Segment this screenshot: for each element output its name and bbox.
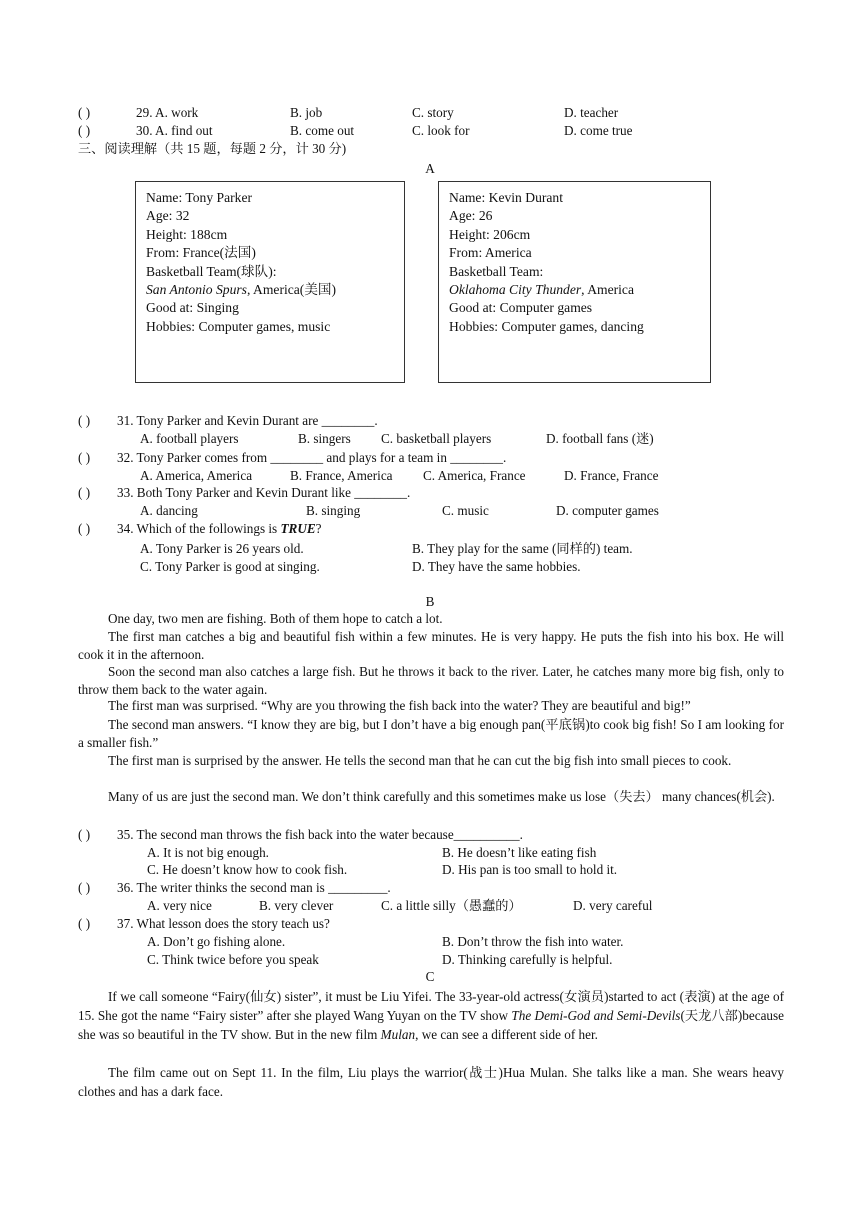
card-name: Name: Tony Parker <box>146 190 253 205</box>
card-from: From: America <box>449 245 532 261</box>
option-b: B. singing <box>306 503 361 518</box>
card-team <box>146 281 394 299</box>
answer-bracket[interactable]: ( ) <box>78 105 91 120</box>
answer-bracket[interactable]: ( ) <box>78 827 91 842</box>
option-c: C. Think twice before you speak <box>147 952 319 967</box>
answer-bracket[interactable]: ( ) <box>78 916 91 931</box>
option-a: A. It is not big enough. <box>147 845 269 860</box>
option-d: D. They have the same hobbies. <box>412 559 581 574</box>
passage-b-paragraph: Many of us are just the second man. We don’t think carefully and this sometimes make us lose（失去） many chances(机会). <box>108 789 775 804</box>
answer-bracket[interactable]: ( ) <box>78 123 91 138</box>
team-name: San Antonio Spurs <box>146 282 247 298</box>
question-stem: 36. The writer thinks the second man is _________. <box>117 880 391 895</box>
passage-b-paragraph: Soon the second man also catches a large fish. But he throws it back to the river. Later, he catches many more big fish, only to throw them back to the water again. <box>78 664 784 697</box>
question-stem: 31. Tony Parker and Kevin Durant are ________. <box>117 413 378 428</box>
option-c: C. He doesn’t know how to cook fish. <box>147 862 348 877</box>
team-country: , America <box>581 282 634 298</box>
card-height: Height: 206cm <box>449 226 531 242</box>
option-c: C. story <box>412 105 454 120</box>
passage-c-paragraph: The film came out on Sept 11. In the film, Liu plays the warrior(战士)Hua Mulan. She talks like a man. She wears heavy clothes and has a dark face. <box>78 1065 784 1099</box>
passage-b-paragraph: The first man was surprised. “Why are you throwing the fish back into the water? They are beautiful and big!” <box>108 698 691 713</box>
passage-b-paragraph: The first man catches a big and beautiful fish within a few minutes. He is very happy. He puts the fish into his box. He will cook it in the afternoon. <box>78 629 784 662</box>
option-c: C. basketball players <box>381 431 492 446</box>
card-height: Height: 188cm <box>146 226 228 242</box>
option-a: A. dancing <box>140 503 198 518</box>
card-hobbies: Hobbies: Computer games, dancing <box>449 318 644 334</box>
option-b: B. He doesn’t like eating fish <box>442 845 597 860</box>
option-d: D. France, France <box>564 468 659 483</box>
option-b: B. They play for the same (同样的) team. <box>412 541 633 556</box>
option-b: B. job <box>290 105 323 120</box>
option-a: 29. A. work <box>136 105 199 120</box>
question-stem: 33. Both Tony Parker and Kevin Durant like ________. <box>117 485 411 500</box>
passage-b-paragraph: The second man answers. “I know they are big, but I don’t have a big enough pan(平底锅)to cook big fish! So I am looking for a smaller fish.” <box>78 717 784 750</box>
question-stem: 32. Tony Parker comes from ________ and plays for a team in ________. <box>117 450 507 465</box>
passage-b-paragraph: One day, two men are fishing. Both of them hope to catch a lot. <box>108 611 443 626</box>
question-stem: 35. The second man throws the fish back into the water because__________. <box>117 827 523 842</box>
team-name: Oklahoma City Thunder <box>449 282 582 298</box>
option-d: D. computer games <box>556 503 659 518</box>
card-age: Age: 32 <box>146 208 190 224</box>
passage-b-label: B <box>425 594 435 609</box>
section-title: 三、阅读理解（共 15 题，每题 2 分，计 30 分) <box>78 141 347 156</box>
option-a: A. Don’t go fishing alone. <box>147 934 286 949</box>
option-c: C. Tony Parker is good at singing. <box>140 559 320 574</box>
answer-bracket[interactable]: ( ) <box>78 521 91 536</box>
option-c: C. a little silly（愚蠢的） <box>381 898 522 913</box>
player-card-tony-parker <box>135 181 405 383</box>
option-d: D. Thinking carefully is helpful. <box>442 952 613 967</box>
card-team <box>449 281 700 299</box>
option-b: B. Don’t throw the fish into water. <box>442 934 624 949</box>
option-b: B. come out <box>290 123 355 138</box>
option-a: A. football players <box>140 431 239 446</box>
option-b: B. singers <box>298 431 351 446</box>
answer-bracket[interactable]: ( ) <box>78 485 91 500</box>
player-card-kevin-durant <box>438 181 711 383</box>
card-name: Name: Kevin Durant <box>449 190 564 205</box>
option-a: A. very nice <box>147 898 212 913</box>
option-d: D. very careful <box>573 898 653 913</box>
question-stem: 34. Which of the followings is TRUE? <box>117 521 322 536</box>
question-stem: 37. What lesson does the story teach us? <box>117 916 330 931</box>
answer-bracket[interactable]: ( ) <box>78 413 91 428</box>
option-d: D. come true <box>564 123 633 138</box>
option-c: C. look for <box>412 123 470 138</box>
passage-a-label: A <box>425 161 435 176</box>
answer-bracket[interactable]: ( ) <box>78 880 91 895</box>
passage-c-label: C <box>425 969 435 984</box>
card-age: Age: 26 <box>449 208 493 224</box>
card-team-label: Basketball Team(球队): <box>146 263 277 279</box>
option-a: 30. A. find out <box>136 123 213 138</box>
option-b: B. France, America <box>290 468 393 483</box>
option-a: A. Tony Parker is 26 years old. <box>140 541 304 556</box>
passage-c-paragraph: If we call someone “Fairy(仙女) sister”, it must be Liu Yifei. The 33-year-old actress(女演员)started to act (表演) at the age of 15. She got the name “Fairy sister” after she played Wang Yuyan on the TV show The Demi-God and Semi-Devils(天龙八部)because she was so beautiful in the TV show. But in the new film Mulan, we can see a different side of her. <box>78 989 785 1042</box>
option-b: B. very clever <box>259 898 334 913</box>
card-good-at: Good at: Computer games <box>449 300 593 316</box>
option-a: A. America, America <box>140 468 253 483</box>
card-good-at: Good at: Singing <box>146 300 239 316</box>
option-d: D. football fans (迷) <box>546 431 654 446</box>
card-from: From: France(法国) <box>146 245 256 261</box>
option-d: D. teacher <box>564 105 619 120</box>
card-team-label: Basketball Team: <box>449 263 544 279</box>
passage-b-paragraph: The first man is surprised by the answer. He tells the second man that he can cut the big fish into small pieces to cook. <box>108 753 732 768</box>
option-c: C. America, France <box>423 468 526 483</box>
option-d: D. His pan is too small to hold it. <box>442 862 618 877</box>
team-country: , America(美国) <box>246 282 337 298</box>
option-c: C. music <box>442 503 489 518</box>
answer-bracket[interactable]: ( ) <box>78 450 91 465</box>
card-hobbies: Hobbies: Computer games, music <box>146 318 331 334</box>
